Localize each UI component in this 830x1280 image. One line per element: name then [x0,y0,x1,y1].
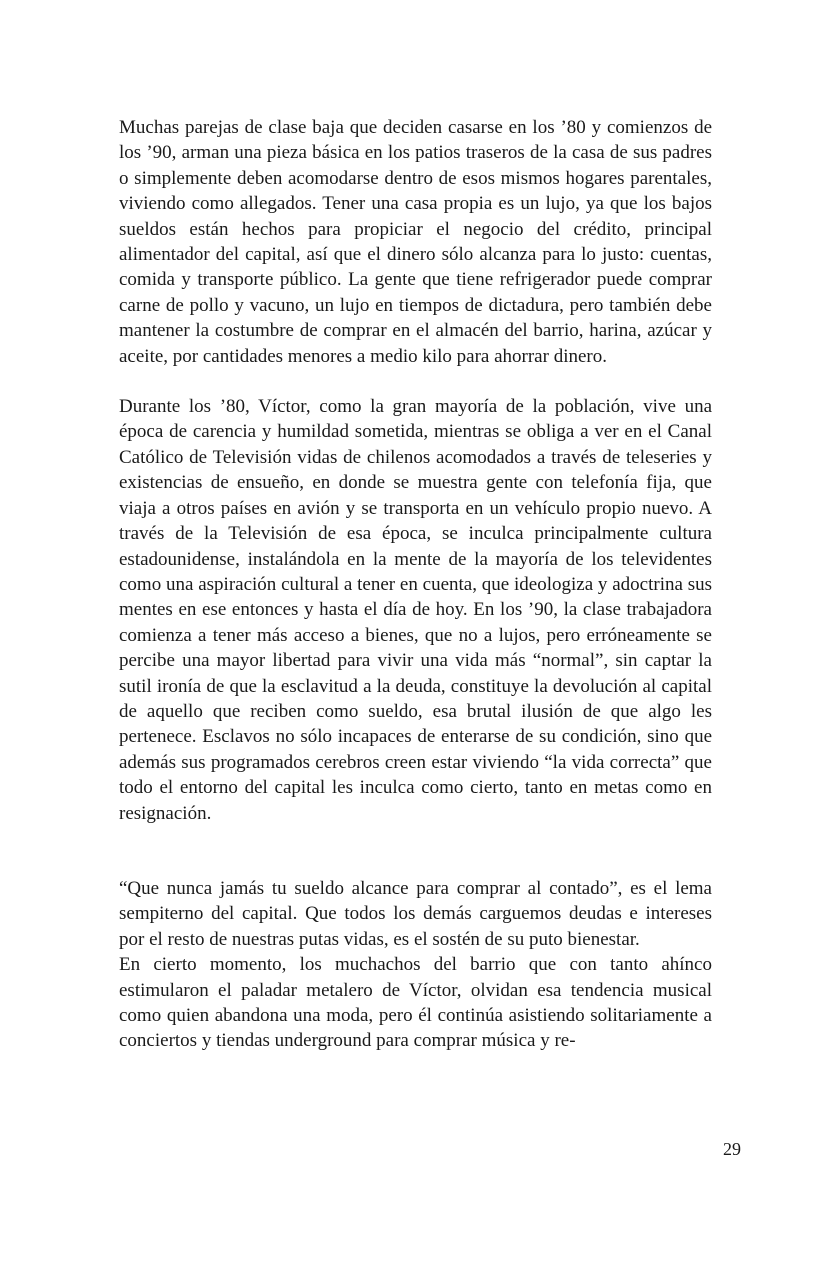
paragraph-1: Muchas parejas de clase baja que deciden casarse en los ’80 y comienzos de los ’90, arman una pieza básica en los patios traseros de la casa de sus padres o simplemente deben acomodarse dentro de esos mismos hogares parentales, viviendo como allegados. Tener una casa propia es un lujo, ya que los bajos sueldos están hechos para propiciar el negocio del crédito, principal alimentador del capital, así que el dinero sólo alcanza para lo justo: cuentas, comida y transporte público. La gente que tiene refrigerador puede comprar carne de pollo y vacuno, un lujo en tiempos de dictadura, pero también debe mantener la costumbre de comprar en el almacén del barrio, harina, azúcar y aceite, por cantidades menores a medio kilo para ahorrar dinero. [119,117,712,367]
paragraph-3: “Que nunca jamás tu sueldo alcance para comprar al contado”, es el lema sempiterno del capital. Que todos los demás carguemos deudas e intereses por el resto de nuestras putas vidas, es el sostén de su puto bienestar. [119,877,712,950]
page-number: 29 [723,1139,741,1159]
body-text [119,115,712,1054]
paragraph-spacer [119,369,712,394]
section-spacer [119,826,712,876]
paragraph-2: Durante los ’80, Víctor, como la gran mayoría de la población, vive una época de carencia y humildad sometida, mientras se obliga a ver en el Canal Católico de Televisión vidas de chilenos acomodados a través de teleseries y existencias de ensueño, en donde se muestra gente con telefonía fija, que viaja a otros países en avión y se transporta en un vehículo propio nuevo. A través de la Televisión de esa época, se inculca principalmente cultura estadounidense, instalándola en la mente de la mayoría de los televidentes como una aspiración cultural a tener en cuenta, que ideologiza y adoctrina sus mentes en ese entonces y hasta el día de hoy. En los ’90, la clase trabajadora comienza a tener más acceso a bienes, que no a lujos, pero erróneamente se percibe una mayor libertad para vivir una vida más “normal”, sin captar la sutil ironía de que la esclavitud a la deuda, constituye la devolución al capital de aquello que reciben como sueldo, esa brutal ilusión de que algo les pertenece. Esclavos no sólo incapaces de enterarse de su condición, sino que además sus programados cerebros creen estar viviendo “la vida correcta” que todo el entorno del capital les inculca como cierto, tanto en metas como en resignación. [119,396,712,824]
paragraph-4: En cierto momento, los muchachos del barrio que con tanto ahínco estimularon el paladar metalero de Víctor, olvidan esa tendencia musical como quien abandona una moda, pero él continúa asistiendo solitariamente a conciertos y tiendas underground para comprar música y re- [119,954,712,1052]
